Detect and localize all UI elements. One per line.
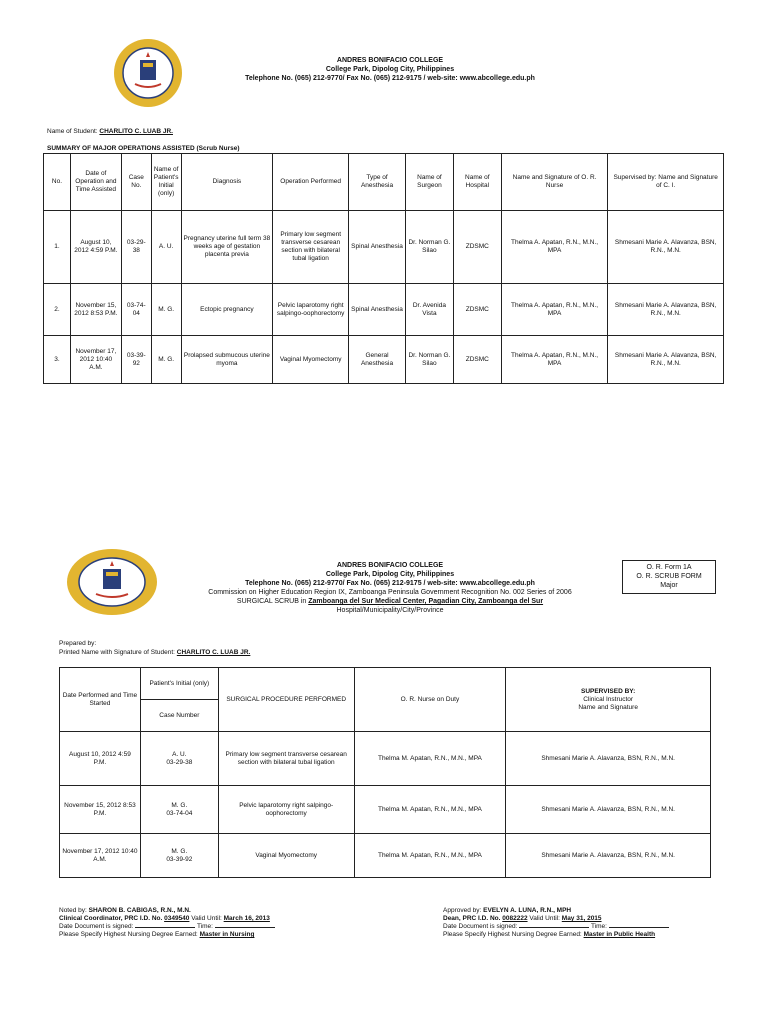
col-supervisor: Supervised by: Name and Signature of C. I. xyxy=(608,154,724,211)
noted-time: Time: xyxy=(196,923,213,930)
cell-hospital: ZDSMC xyxy=(453,211,501,284)
cell-no: 3. xyxy=(44,336,71,384)
college-seal-bottom xyxy=(66,548,158,616)
cell-supervisor: Shmesani Marie A. Alavanza, BSN, R.N., M.N. xyxy=(608,211,724,284)
cell-anesthesia: Spinal Anesthesia xyxy=(349,211,406,284)
cell-operation: Vaginal Myomectomy xyxy=(273,336,349,384)
cell-case: 03-39-92 xyxy=(166,855,193,863)
col-nurse: Name and Signature of O. R. Nurse xyxy=(501,154,608,211)
cell-hospital: ZDSMC xyxy=(453,336,501,384)
college-address: College Park, Dipolog City, Philippines xyxy=(325,571,455,578)
table-row xyxy=(44,284,724,336)
noted-date-line xyxy=(135,927,195,928)
col-supervised-by xyxy=(506,668,711,732)
cell-nurse: Thelma A. Apatan, R.N., M.N., MPA xyxy=(501,211,608,284)
cell-initial: M. G. xyxy=(151,284,181,336)
approved-time-line xyxy=(609,927,669,928)
college-header-top xyxy=(150,56,630,83)
col-operation: Operation Performed xyxy=(273,154,349,211)
cell-supervisor: Shmesani Marie A. Alavanza, BSN, R.N., M.N. xyxy=(608,284,724,336)
approved-name: EVELYN A. LUNA, R.N., MPH xyxy=(483,907,572,914)
cell-case: 03-74-04 xyxy=(166,809,193,817)
student-label: Name of Student: xyxy=(47,128,98,135)
form-type: O. R. SCRUB FORM xyxy=(636,573,702,580)
cell-nurse: Thelma M. Apatan, R.N., M.N., MPA xyxy=(354,834,506,878)
supervised-label: SUPERVISED BY: xyxy=(580,687,636,695)
scrub-form-table xyxy=(59,667,711,878)
cell-no: 1. xyxy=(44,211,71,284)
cell-case: 03-39-92 xyxy=(121,336,151,384)
approved-degree-label: Please Specify Highest Nursing Degree Earned: xyxy=(443,931,582,938)
approved-by-block xyxy=(443,907,743,939)
ched-recognition: Commission on Higher Education Region IX, Zamboanga Peninsula Government Recognition No. 002 Series of 2006 xyxy=(208,589,572,596)
cell-no: 2. xyxy=(44,284,71,336)
printed-name-line xyxy=(59,649,250,657)
cell-hospital: ZDSMC xyxy=(453,284,501,336)
supervised-sub1: Clinical Instructor xyxy=(583,695,634,703)
college-contact: Telephone No. (065) 212-9770/ Fax No. (065) 212-9175 / web-site: www.abcollege.edu.ph xyxy=(245,580,535,587)
college-header-bottom xyxy=(150,561,630,615)
col-surgeon: Name of Surgeon xyxy=(405,154,453,211)
col-no: No. xyxy=(44,154,71,211)
cell-date: November 15, 2012 8:53 P.M. xyxy=(60,786,141,834)
cell-initial: M. G. xyxy=(171,801,188,809)
cell-date: August 10, 2012 4:59 P.M. xyxy=(70,211,121,284)
cell-nurse: Thelma A. Apatan, R.N., M.N., MPA xyxy=(501,284,608,336)
scrub-hospital: Zamboanga del Sur Medical Center, Pagadian City, Zamboanga del Sur xyxy=(308,598,544,605)
cell-surgeon: Dr. Avenida Vista xyxy=(405,284,453,336)
cell-date: November 17, 2012 10:40 A.M. xyxy=(70,336,121,384)
cell-nurse: Thelma M. Apatan, R.N., M.N., MPA xyxy=(354,786,506,834)
cell-initial: A. U. xyxy=(151,211,181,284)
cell-case: 03-29-38 xyxy=(121,211,151,284)
approved-valid-label: Valid Until: xyxy=(529,915,560,922)
operations-summary-table xyxy=(43,153,724,384)
table-header-row xyxy=(44,154,724,211)
cell-surgeon: Dr. Norman G. Silao xyxy=(405,211,453,284)
col-anesthesia: Type of Anesthesia xyxy=(349,154,406,211)
table-row xyxy=(60,786,711,834)
table-row xyxy=(60,834,711,878)
table-row xyxy=(60,732,711,786)
college-address: College Park, Dipolog City, Philippines xyxy=(325,66,455,73)
cell-initial-case xyxy=(140,834,218,878)
col-date: Date of Operation and Time Assisted xyxy=(70,154,121,211)
noted-degree: Master in Nursing xyxy=(199,931,255,938)
col-or-nurse: O. R. Nurse on Duty xyxy=(354,668,506,732)
supervised-sub2: Name and Signature xyxy=(578,703,638,711)
approved-valid: May 31, 2015 xyxy=(561,915,602,922)
cell-supervisor: Shmesani Marie A. Alavanza, BSN, R.N., M.N. xyxy=(506,786,711,834)
cell-diagnosis: Ectopic pregnancy xyxy=(181,284,273,336)
noted-name: SHARON B. CABIGAS, R.N., M.N. xyxy=(88,907,191,914)
cell-case: 03-74-04 xyxy=(121,284,151,336)
approved-title: Dean xyxy=(443,915,459,922)
summary-title: SUMMARY OF MAJOR OPERATIONS ASSISTED (Scrub Nurse) xyxy=(47,145,240,152)
cell-initial-case xyxy=(140,732,218,786)
form-category: Major xyxy=(660,582,678,589)
cell-initial: M. G. xyxy=(171,847,188,855)
college-name: ANDRES BONIFACIO COLLEGE xyxy=(336,57,444,64)
cell-nurse: Thelma M. Apatan, R.N., M.N., MPA xyxy=(354,732,506,786)
student-name: CHARLITO C. LUAB JR. xyxy=(99,128,173,135)
approved-date-line xyxy=(519,927,589,928)
or-form-box xyxy=(622,560,716,594)
cell-procedure: Vaginal Myomectomy xyxy=(218,834,354,878)
noted-valid-label: Valid Until: xyxy=(191,915,222,922)
approved-degree: Master in Public Health xyxy=(583,931,656,938)
table-row xyxy=(44,336,724,384)
cell-case: 03-29-38 xyxy=(166,758,193,766)
cell-date: November 15, 2012 8:53 P.M. xyxy=(70,284,121,336)
col-case: Case No. xyxy=(121,154,151,211)
cell-anesthesia: Spinal Anesthesia xyxy=(349,284,406,336)
cell-procedure: Pelvic laparotomy right salpingo-oophorectomy xyxy=(218,786,354,834)
student-name-bottom: CHARLITO C. LUAB JR. xyxy=(176,649,251,656)
form-code: O. R. Form 1A xyxy=(646,564,692,571)
col-diagnosis: Diagnosis xyxy=(181,154,273,211)
col-procedure: SURGICAL PROCEDURE PERFORMED xyxy=(218,668,354,732)
cell-nurse: Thelma A. Apatan, R.N., M.N., MPA xyxy=(501,336,608,384)
noted-prc: 0349540 xyxy=(164,915,190,922)
noted-time-line xyxy=(215,927,275,928)
hospital-caption: Hospital/Municipality/City/Province xyxy=(336,607,444,614)
cell-procedure: Primary low segment transverse cesarean section with bilateral tubal ligation xyxy=(218,732,354,786)
noted-label: Noted by: xyxy=(59,907,87,914)
col-date-performed: Date Performed and Time Started xyxy=(60,668,141,732)
student-line xyxy=(47,128,173,136)
cell-date: November 17, 2012 10:40 A.M. xyxy=(60,834,141,878)
scrub-prefix: SURGICAL SCRUB in xyxy=(236,598,307,605)
col-case-number: Case Number xyxy=(140,700,218,732)
approved-prc: 0082222 xyxy=(502,915,528,922)
printed-name-label: Printed Name with Signature of Student: xyxy=(59,649,175,656)
table-row xyxy=(44,211,724,284)
noted-by-block xyxy=(59,907,389,939)
approved-label: Approved by: xyxy=(443,907,482,914)
prepared-by-label: Prepared by: xyxy=(59,640,97,647)
cell-operation: Pelvic laparotomy right salpingo-oophorectomy xyxy=(273,284,349,336)
cell-date: August 10, 2012 4:59 P.M. xyxy=(60,732,141,786)
cell-supervisor: Shmesani Marie A. Alavanza, BSN, R.N., M.N. xyxy=(506,732,711,786)
cell-surgeon: Dr. Norman G. Silao xyxy=(405,336,453,384)
approved-time: Time: xyxy=(590,923,607,930)
cell-initial-case xyxy=(140,786,218,834)
college-contact: Telephone No. (065) 212-9770/ Fax No. (065) 212-9175 / web-site: www.abcollege.edu.ph xyxy=(245,75,535,82)
noted-prc-label: , PRC I.D. No. xyxy=(120,915,163,922)
cell-supervisor: Shmesani Marie A. Alavanza, BSN, R.N., M.N. xyxy=(608,336,724,384)
college-name: ANDRES BONIFACIO COLLEGE xyxy=(336,562,444,569)
approved-date-signed: Date Document is signed: xyxy=(443,923,518,930)
cell-diagnosis: Pregnancy uterine full term 38 weeks age of gestation placenta previa xyxy=(181,211,273,284)
noted-date-signed: Date Document is signed: xyxy=(59,923,134,930)
cell-anesthesia: General Anesthesia xyxy=(349,336,406,384)
cell-initial: M. G. xyxy=(151,336,181,384)
cell-supervisor: Shmesani Marie A. Alavanza, BSN, R.N., M.N. xyxy=(506,834,711,878)
cell-initial: A. U. xyxy=(172,750,187,758)
noted-valid: March 16, 2013 xyxy=(223,915,270,922)
col-patient-initial: Patient's Initial (only) xyxy=(140,668,218,700)
noted-degree-label: Please Specify Highest Nursing Degree Earned: xyxy=(59,931,198,938)
approved-prc-label: , PRC I.D. No. xyxy=(458,915,501,922)
col-initial: Name of Patient's Initial (only) xyxy=(151,154,181,211)
cell-diagnosis: Prolapsed submucous uterine myoma xyxy=(181,336,273,384)
cell-operation: Primary low segment transverse cesarean section with bilateral tubal ligation xyxy=(273,211,349,284)
noted-title: Clinical Coordinator xyxy=(59,915,121,922)
col-hospital: Name of Hospital xyxy=(453,154,501,211)
